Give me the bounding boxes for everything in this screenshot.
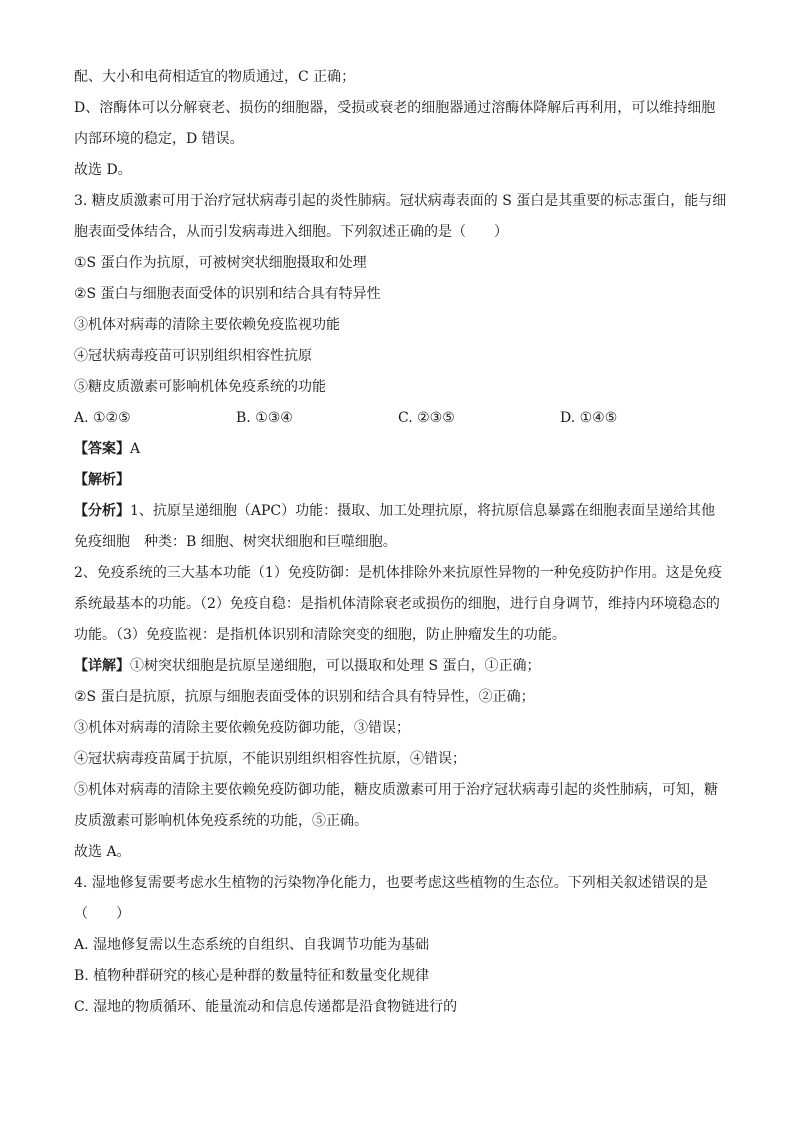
answer-value: A [130, 441, 141, 457]
question-4-option-b: B. 植物种群研究的核心是种群的数量特征和数量变化规律 [74, 968, 430, 984]
statement-3: ③机体对病毒的清除主要依赖免疫监视功能 [74, 317, 340, 333]
text-line: 配、大小和电荷相适宜的物质通过，C 正确； [74, 69, 356, 85]
text-line: 功能。（3）免疫监视：是指机体识别和清除突变的细胞，防止肿瘤发生的功能。 [74, 627, 566, 643]
fenxi-text: 1、抗原呈递细胞（APC）功能：摄取、加工处理抗原，将抗原信息暴露在细胞表面呈递给其他 [130, 503, 716, 519]
text-line: 故选 D。 [74, 162, 132, 178]
question-4-option-a: A. 湿地修复需以生态系统的自组织、自我调节功能为基础 [74, 937, 430, 953]
document-page [74, 62, 727, 1023]
question-3-options [74, 403, 724, 434]
detail-tag: 【详解】 [74, 658, 130, 674]
question-4-option-c: C. 湿地的物质循环、能量流动和信息传递都是沿食物链进行的 [74, 999, 458, 1015]
text-line: 皮质激素可影响机体免疫系统的功能，⑤正确。 [74, 813, 368, 829]
text-line: 故选 A。 [74, 844, 131, 860]
text-line: ②S 蛋白是抗原，抗原与细胞表面受体的识别和结合具有特异性，②正确； [74, 689, 535, 705]
detail-text: ①树突状细胞是抗原呈递细胞，可以摄取和处理 S 蛋白，①正确； [130, 658, 541, 674]
fenxi-tag: 【分析】 [74, 503, 130, 519]
fenxi-line [74, 496, 724, 527]
question-4-stem: 4. 湿地修复需要考虑水生植物的污染物净化能力，也要考虑这些植物的生态位。下列相关叙述错误的是 [74, 875, 708, 891]
option-d: D. ①④⑤ [560, 410, 618, 426]
text-line: ③机体对病毒的清除主要依赖免疫防御功能，③错误； [74, 720, 410, 736]
text-line: 2、免疫系统的三大基本功能（1）免疫防御：是机体排除外来抗原性异物的一种免疫防护作用。这是免疫 [74, 565, 722, 581]
statement-1: ①S 蛋白作为抗原，可被树突状细胞摄取和处理 [74, 255, 367, 271]
analysis-tag: 【解析】 [74, 472, 130, 488]
text-line: ⑤机体对病毒的清除主要依赖免疫防御功能，糖皮质激素可用于治疗冠状病毒引起的炎性肺病，可知，糖 [74, 782, 718, 798]
question-3-stem: 3. 糖皮质激素可用于治疗冠状病毒引起的炎性肺病。冠状病毒表面的 S 蛋白是其重要的标志蛋白，能与细 [74, 193, 727, 209]
detail-line [74, 651, 724, 682]
option-a: A. ①②⑤ [74, 410, 131, 426]
text-line: 系统最基本的功能。（2）免疫自稳：是指机体清除衰老或损伤的细胞，进行自身调节，维持内环境稳态的 [74, 596, 720, 612]
question-4-stem: （ ） [74, 906, 130, 922]
text-line: D、溶酶体可以分解衰老、损伤的细胞器，受损或衰老的细胞器通过溶酶体降解后再利用，可以维持细胞 [74, 100, 716, 116]
answer-line [74, 434, 724, 465]
statement-5: ⑤糖皮质激素可影响机体免疫系统的功能 [74, 379, 326, 395]
option-c: C. ②③⑤ [398, 410, 455, 426]
text-line: ④冠状病毒疫苗属于抗原，不能识别组织相容性抗原，④错误； [74, 751, 466, 767]
analysis-line [74, 465, 724, 496]
text-line: 内部环境的稳定，D 错误。 [74, 131, 244, 147]
text-line: 免疫细胞 种类：B 细胞、树突状细胞和巨噬细胞。 [74, 534, 397, 550]
statement-2: ②S 蛋白与细胞表面受体的识别和结合具有特异性 [74, 286, 381, 302]
answer-tag: 【答案】 [74, 441, 130, 457]
option-b: B. ①③④ [236, 410, 293, 426]
question-3-stem: 胞表面受体结合，从而引发病毒进入细胞。下列叙述正确的是（ ） [74, 224, 508, 240]
statement-4: ④冠状病毒疫苗可识别组织相容性抗原 [74, 348, 312, 364]
